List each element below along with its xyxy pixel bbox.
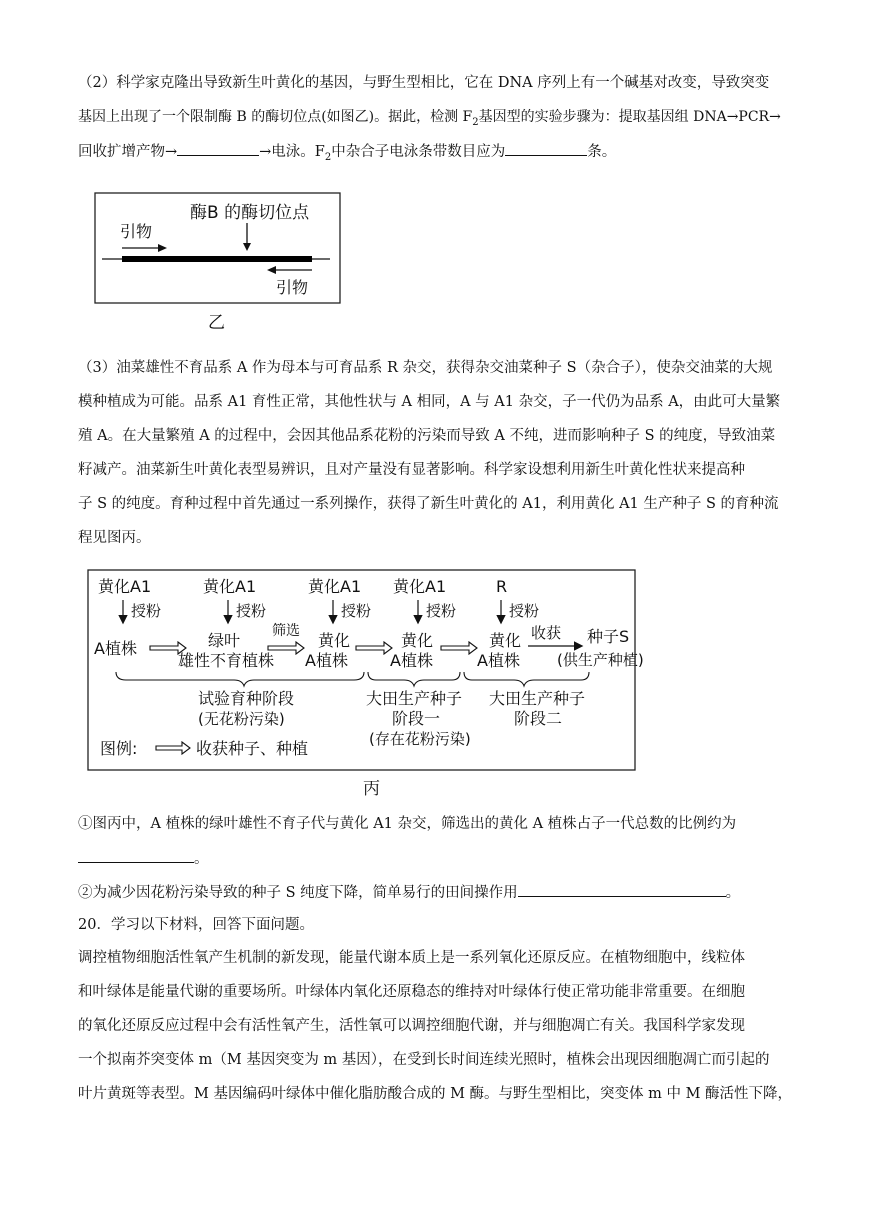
stage2-note: (存在花粉污染) [369, 730, 471, 748]
donor-label-2: 黄化A1 [203, 577, 257, 596]
figure-bing-caption: 丙 [363, 779, 380, 799]
answer-blank-3[interactable] [78, 848, 194, 863]
yellow-node-3: 黄化 [489, 631, 522, 650]
stage1-note: (无花粉污染) [198, 710, 285, 728]
sub1-line-1: ①图丙中，A 植株的绿叶雄性不育子代与黄化 A1 杂交，筛选出的黄化 A 植株占子一代总数的比例约为 [78, 816, 737, 832]
svg-text:授粉: 授粉 [509, 602, 540, 620]
sub2-line: ②为减少因花粉污染导致的种子 S 纯度下降，简单易行的田间操作用 。 [78, 882, 740, 903]
q20-title: 20．学习以下材料，回答下面问题。 [78, 917, 314, 933]
q3-line-6: 程见图丙。 [78, 530, 151, 546]
donor-label-4: 黄化A1 [393, 577, 447, 596]
yellow-a-plant-node-1: A植株 [305, 651, 348, 670]
stage3-title: 大田生产种子 [489, 689, 586, 708]
donor-label-1: 黄化A1 [98, 577, 152, 596]
a-plant-node: A植株 [94, 639, 137, 658]
q20-line-3: 的氧化还原反应过程中会有活性氧产生，活性氧可以调控细胞代谢，并与细胞凋亡有关。我国科学家发现 [78, 1018, 745, 1034]
male-sterile-node: 雄性不育植株 [178, 651, 275, 670]
brace-stage1 [116, 672, 364, 686]
figure-yi [80, 188, 350, 338]
stage2-title: 大田生产种子 [366, 689, 463, 708]
q20-line-1: 调控植物细胞活性氧产生机制的新发现，能量代谢本质上是一系列氧化还原反应。在植物细胞中，线粒体 [78, 950, 745, 966]
green-leaf-node: 绿叶 [208, 631, 241, 650]
cut-site-arrowhead [243, 243, 251, 251]
legend-hollow-arrow [156, 742, 190, 754]
q2-line-2: 基因上出现了一个限制酶 B 的酶切位点(如图乙)。据此，检测 $F_2$基因型的实验步骤为：提取基因组 DNA→PCR→ [78, 109, 781, 128]
q3-line-3: 殖 A。在大量繁殖 A 的过程中，会因其他品系花粉的污染而导致 A 不纯，进而影响种子 S 的纯度，导致油菜 [78, 428, 776, 444]
q3-line-5: 子 S 的纯度。育种过程中首先通过一系列操作，获得了新生叶黄化的 A1，利用黄化 A1 生产种子 S 的育种流 [78, 496, 779, 512]
seed-s-node: 种子S [587, 627, 630, 646]
q20-line-5: 叶片黄斑等表型。M 基因编码叶绿体中催化脂肪酸合成的 M 酶。与野生型相比，突变体 m 中 M 酶活性下降， [78, 1086, 793, 1102]
primer-left-arrowhead [158, 244, 167, 252]
primer-left-label: 引物 [120, 222, 153, 241]
stage3-sub: 阶段二 [514, 709, 563, 728]
primer-right-arrowhead [267, 266, 276, 274]
yellow-a-plant-node-2: A植株 [390, 651, 433, 670]
donor-label-5: R [496, 577, 508, 596]
q20-line-2: 和叶绿体是能量代谢的重要场所。叶绿体内氧化还原稳态的维持对叶绿体行使正常功能非常重要。在细胞 [78, 984, 745, 1000]
legend-text: 收获种子、种植 [196, 739, 309, 758]
pollinate-arrow-4 [418, 600, 456, 622]
pollinate-arrow-1 [123, 600, 161, 622]
brace-stage2 [368, 672, 460, 686]
answer-blank-2[interactable] [505, 141, 587, 156]
yellow-node-1: 黄化 [318, 631, 351, 650]
svg-text:授粉: 授粉 [236, 602, 267, 620]
pollinate-arrow-3 [333, 600, 371, 622]
primer-right-label: 引物 [276, 278, 309, 297]
stage2-sub: 阶段一 [392, 709, 441, 728]
q3-line-4: 籽减产。油菜新生叶黄化表型易辨识，且对产量没有显著影响。科学家设想利用新生叶黄化性状来提高种 [78, 462, 745, 478]
figure-bing-frame [88, 570, 635, 770]
dna-segment [122, 256, 312, 262]
pollinate-arrow-2 [228, 600, 266, 622]
svg-text:授粉: 授粉 [426, 602, 457, 620]
figure-yi-caption: 乙 [208, 313, 225, 333]
sub1-line-2: 。 [78, 848, 209, 869]
q3-line-2: 模种植成为可能。品系 A1 育性正常，其他性状与 A 相同，A 与 A1 杂交，子一代仍为品系 A，由此可大量繁 [78, 394, 781, 410]
answer-blank-1[interactable] [177, 141, 259, 156]
stage1-title: 试验育种阶段 [198, 689, 295, 708]
screen-label: 筛选 [272, 623, 300, 639]
harvest-label: 收获 [531, 624, 562, 642]
pollinate-arrow-5 [501, 600, 539, 622]
hollow-arrow-3 [356, 642, 392, 654]
figure-bing [86, 568, 656, 800]
hollow-arrow-1 [150, 642, 186, 654]
hollow-arrow-4 [441, 642, 477, 654]
q3-line-1: （3）油菜雄性不育品系 A 作为母本与可育品系 R 杂交，获得杂交油菜种子 S（杂合子），使杂交油菜的大规 [78, 360, 773, 376]
q2-line-1: （2）科学家克隆出导致新生叶黄化的基因，与野生型相比，它在 DNA 序列上有一个碱基对改变，导致突变 [78, 75, 770, 91]
donor-label-3: 黄化A1 [308, 577, 362, 596]
yellow-a-plant-node-3: A植株 [477, 651, 520, 670]
legend-label: 图例: [100, 739, 138, 758]
svg-text:授粉: 授粉 [341, 602, 372, 620]
enzyme-b-site-label: 酶B 的酶切位点 [190, 203, 310, 223]
q20-line-4: 一个拟南芥突变体 m（M 基因突变为 m 基因），在受到长时间连续光照时，植株会出现因细胞凋亡而引起的 [78, 1052, 770, 1068]
q2-line-3: 回收扩增产物→ →电泳。$F_2$中杂合子电泳条带数目应为 条。 [78, 141, 616, 168]
svg-text:授粉: 授粉 [131, 602, 162, 620]
answer-blank-4[interactable] [518, 882, 726, 897]
yellow-node-2: 黄化 [401, 631, 434, 650]
for-production-label: (供生产种植) [557, 651, 644, 669]
brace-stage3 [464, 672, 589, 686]
